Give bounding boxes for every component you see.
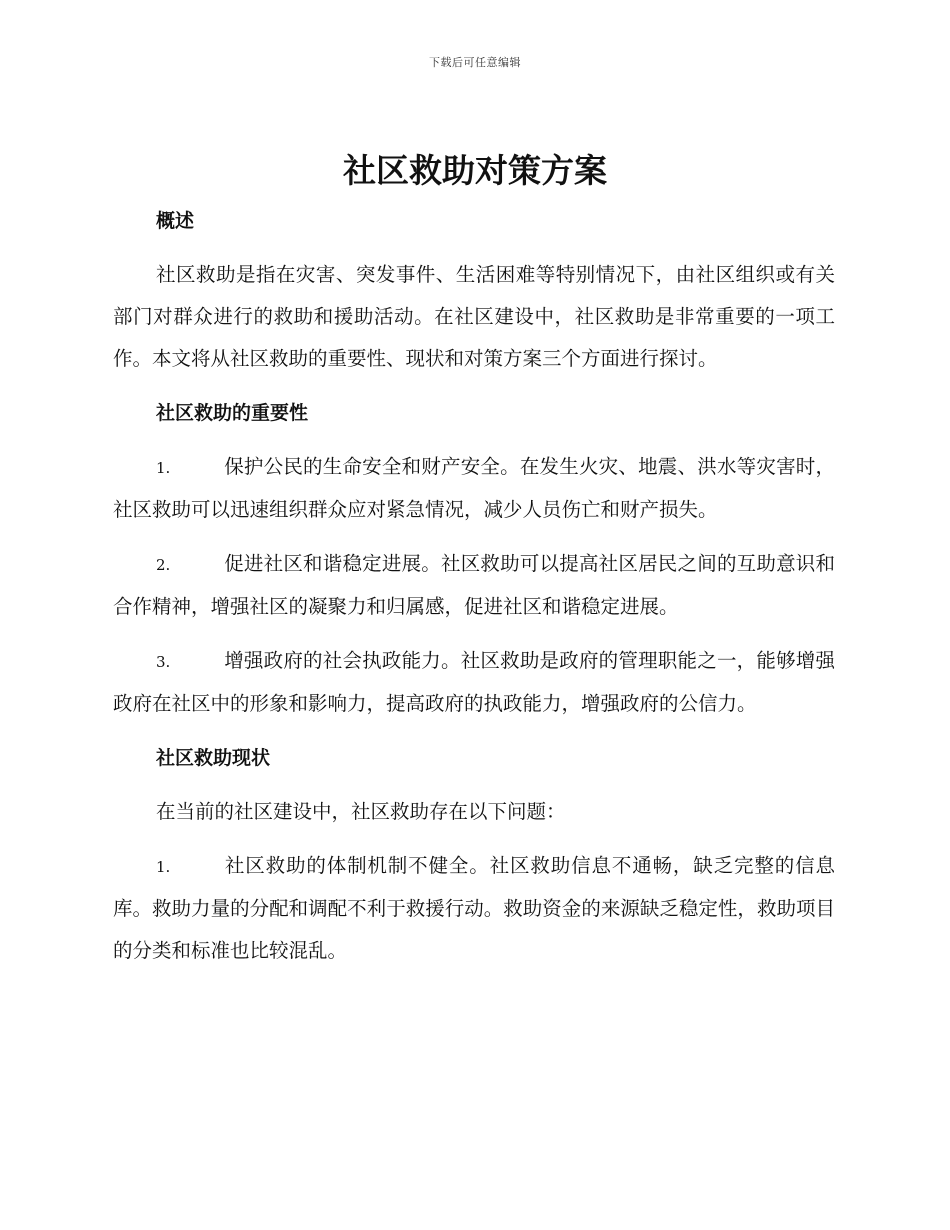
- list-item-text: 增强政府的社会执政能力。社区救助是政府的管理职能之一，能够增强政府在社区中的形象和影响力，提高政府的执政能力，增强政府的公信力。: [113, 649, 835, 715]
- page-header: 下载后可任意编辑: [429, 56, 521, 69]
- document-title: 社区救助对策方案: [343, 151, 607, 190]
- list-item: [113, 543, 835, 628]
- list-number: 3.: [156, 653, 171, 671]
- document-body: [113, 200, 835, 984]
- list-item-text: 促进社区和谐稳定进展。社区救助可以提高社区居民之间的互助意识和合作精神，增强社区的凝聚力和归属感，促进社区和谐稳定进展。: [113, 552, 835, 618]
- list-item-text: 保护公民的生命安全和财产安全。在发生火灾、地震、洪水等灾害时，社区救助可以迅速组织群众应对紧急情况，减少人员伤亡和财产损失。: [113, 455, 835, 521]
- list-item: [113, 845, 835, 972]
- section-heading-status: 社区救助现状: [156, 747, 271, 769]
- list-number: 1.: [156, 459, 171, 477]
- list-item-text: 社区救助的体制机制不健全。社区救助信息不通畅，缺乏完整的信息库。救助力量的分配和调配不利于救援行动。救助资金的来源缺乏稳定性，救助项目的分类和标准也比较混乱。: [113, 854, 835, 962]
- section-heading-importance: 社区救助的重要性: [156, 402, 309, 424]
- overview-paragraph: 社区救助是指在灾害、突发事件、生活困难等特别情况下，由社区组织或有关部门对群众进行的救助和援助活动。在社区建设中，社区救助是非常重要的一项工作。本文将从社区救助的重要性、现状和对策方案三个方面进行探讨。: [113, 263, 835, 370]
- list-number: 2.: [156, 556, 171, 574]
- section-heading-overview: 概述: [156, 210, 195, 232]
- list-item: [113, 640, 835, 725]
- list-item: [113, 446, 835, 531]
- status-intro-paragraph: 在当前的社区建设中，社区救助存在以下问题：: [156, 800, 566, 823]
- list-number: 1.: [156, 858, 171, 876]
